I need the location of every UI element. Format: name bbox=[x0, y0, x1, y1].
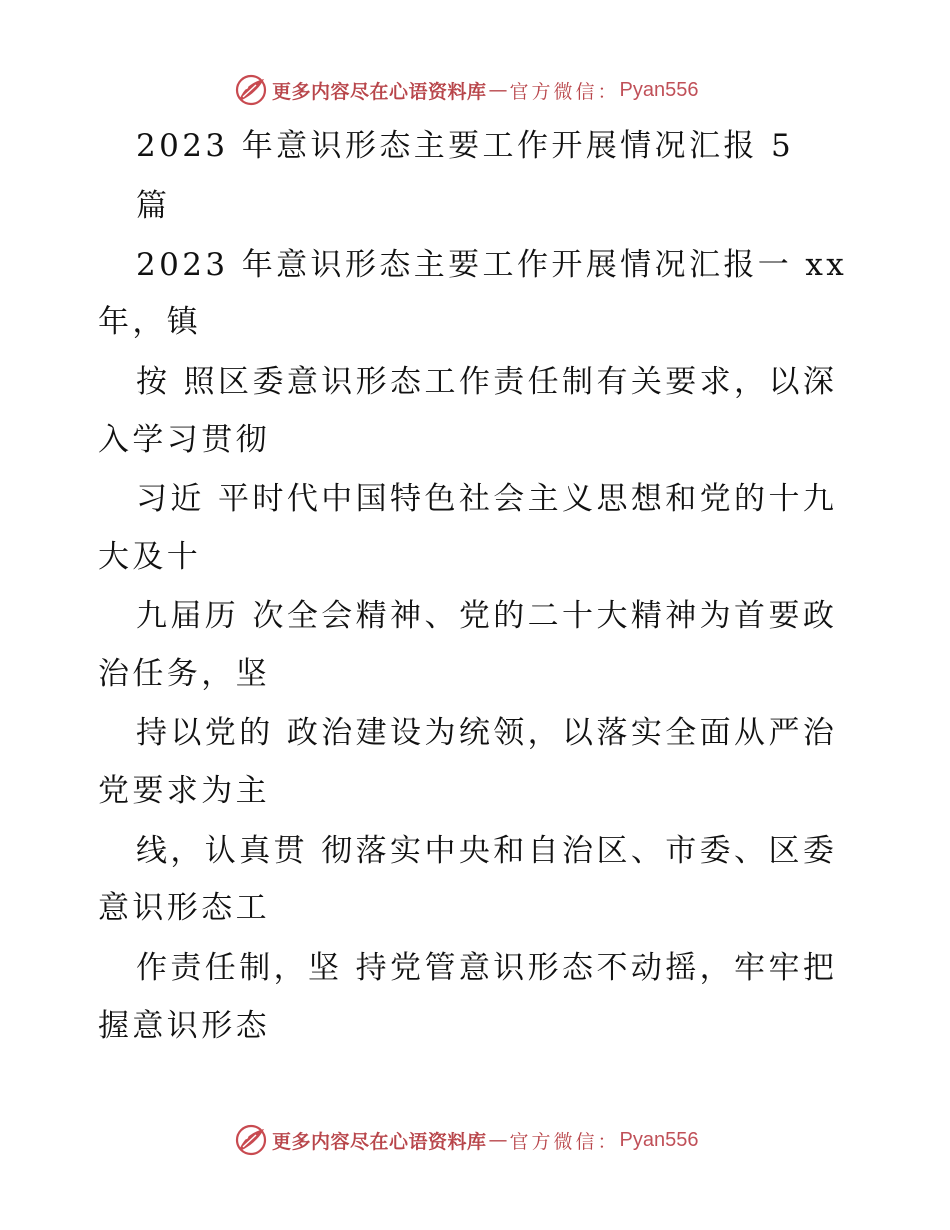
paragraph-line: 入学习贯彻 bbox=[98, 422, 270, 458]
pen-logo-icon bbox=[234, 73, 268, 107]
doc-title-line-1: 2023 年意识形态主要工作开展情况汇报 5 bbox=[136, 128, 795, 164]
paragraph-line: 持以党的 政治建设为统领，以落实全面从严治 bbox=[136, 715, 838, 751]
doc-title-line-2: 篇 bbox=[136, 188, 171, 224]
paragraph-line: 治任务，坚 bbox=[98, 656, 270, 692]
watermark-dash: — bbox=[488, 1129, 508, 1151]
watermark-wechat-id: Pyan556 bbox=[619, 1128, 699, 1151]
paragraph-line: 意识形态工 bbox=[98, 890, 270, 926]
paragraph-line: 作责任制，坚 持党管意识形态不动摇，牢牢把 bbox=[136, 950, 838, 986]
paragraph-line: 习近 平时代中国特色社会主义思想和党的十九 bbox=[136, 481, 838, 517]
paragraph-line: 线，认真贯 彻落实中央和自治区、市委、区委 bbox=[136, 833, 838, 869]
watermark-wechat-id: Pyan556 bbox=[619, 78, 699, 101]
paragraph-line: 2023 年意识形态主要工作开展情况汇报一 xx bbox=[136, 247, 848, 283]
paragraph-line: 握意识形态 bbox=[98, 1008, 270, 1044]
paragraph-line: 大及十 bbox=[98, 539, 202, 575]
watermark-dash: — bbox=[488, 79, 508, 101]
header-watermark bbox=[234, 72, 699, 108]
watermark-wechat-label: 官方微信： bbox=[509, 80, 620, 103]
watermark-wechat-label: 官方微信： bbox=[509, 1130, 620, 1153]
pen-logo-icon bbox=[234, 1123, 268, 1157]
paragraph-line: 党要求为主 bbox=[98, 773, 270, 809]
watermark-main-text: 更多内容尽在心语资料库 bbox=[272, 80, 487, 103]
watermark-main-text: 更多内容尽在心语资料库 bbox=[272, 1130, 487, 1153]
paragraph-line: 年，镇 bbox=[98, 304, 202, 340]
paragraph-line: 按 照区委意识形态工作责任制有关要求，以深 bbox=[136, 364, 838, 400]
footer-watermark bbox=[234, 1122, 699, 1158]
paragraph-line: 九届历 次全会精神、党的二十大精神为首要政 bbox=[136, 598, 838, 634]
